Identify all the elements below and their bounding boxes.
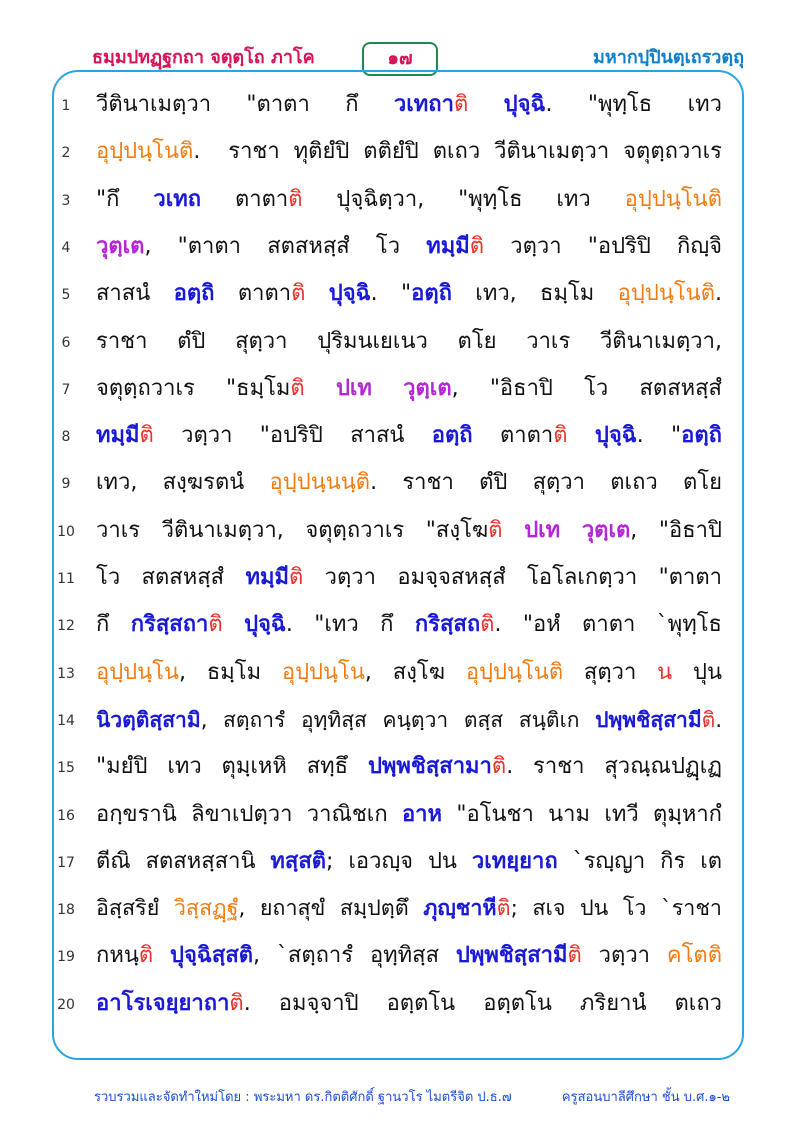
line-text [96, 325, 722, 359]
text-line [0, 841, 800, 889]
text-segment: `รญฺญา กิร เต [557, 848, 723, 874]
text-segment: อุปฺปนฺโนติ [624, 186, 722, 212]
text-segment: ปพฺพชิสฺสามี [595, 707, 702, 732]
line-number: 18 [57, 902, 75, 919]
text-segment: "กึ [96, 186, 154, 212]
text-line [0, 415, 800, 463]
line-number: 11 [57, 571, 75, 587]
text-segment: ทมฺมี [426, 233, 470, 259]
text-segment: กึ [96, 612, 131, 638]
text-segment: . "เทว กึ [285, 612, 415, 638]
text-segment: ติ [229, 990, 244, 1016]
text-segment: อตฺถิ [681, 423, 722, 449]
line-number: 2 [61, 145, 71, 162]
line-text [96, 419, 722, 453]
text-line [0, 699, 800, 747]
text-segment: อุปฺปนฺนนฺติ [269, 470, 371, 496]
text-segment: ติ [496, 896, 511, 922]
text-segment: ตาตา [214, 281, 292, 307]
text-segment: ตีณิ สตสหสฺสานิ [96, 848, 271, 874]
text-line [0, 983, 800, 1031]
text-segment: วุตฺเต [581, 517, 631, 543]
line-text [96, 230, 722, 264]
text-segment: . " [370, 281, 412, 307]
text-line [0, 368, 800, 416]
text-segment: ราชา ตํปิ สุตฺวา ปุริมนเยเนว ตโย วาเร วีตินาเมตฺวา, [96, 328, 722, 354]
text-segment: ติ [288, 186, 303, 212]
text-segment: อุปฺปนฺโน [281, 659, 365, 685]
line-number: 6 [61, 334, 71, 351]
text-segment: . [715, 281, 722, 307]
text-segment: วตฺวา "อปริปิ กิญฺจิ [484, 233, 722, 259]
text-segment [223, 612, 244, 637]
text-segment: อกฺขรานิ ลิขาเปตฺวา วาณิชเก [96, 801, 402, 827]
text-segment: ปุจฺฉิ [503, 92, 546, 117]
text-segment: , สงฺโฆ [364, 659, 466, 685]
text-segment: ติ [491, 754, 507, 780]
line-text [96, 798, 722, 832]
text-segment: ติ [288, 565, 304, 590]
text-segment: ปพฺพชิสฺสามี [455, 943, 568, 969]
line-text [96, 183, 722, 217]
text-segment [560, 518, 582, 543]
text-segment: . ราชา ตํปิ สุตฺวา ตเถว ตโย [370, 470, 723, 496]
line-number: 7 [61, 381, 71, 398]
text-segment: ติ [567, 943, 582, 969]
text-segment: โว สตสหสฺสํ [96, 565, 246, 590]
line-number: 5 [61, 287, 71, 304]
line-text [96, 561, 722, 595]
text-segment: ตาตา [201, 186, 289, 212]
line-text [96, 703, 722, 737]
line-text [96, 750, 722, 784]
text-segment: สาสนํ [96, 281, 174, 307]
text-segment: , "อิธาปิ โว สตสหสฺสํ [451, 375, 722, 401]
text-segment: วเทถา [393, 92, 454, 117]
text-segment: อตฺถิ [411, 281, 452, 307]
text-segment [468, 92, 503, 117]
line-number: 19 [57, 949, 75, 966]
text-segment [568, 423, 595, 448]
text-segment: ปุจฺฉิตฺวา, "พุทฺโธ เทว [302, 186, 625, 212]
text-segment: จตุตฺถวาเร "ธมฺโม [96, 375, 291, 401]
text-segment: ปุจฺฉิ [328, 281, 371, 307]
text-segment: ปเท [335, 375, 372, 401]
text-segment [305, 281, 328, 306]
text-segment: คโตติ [666, 943, 722, 969]
line-text [96, 656, 722, 690]
text-segment: , "อิธาปิ [630, 517, 722, 543]
text-segment: อาห [401, 801, 443, 827]
line-number: 9 [61, 476, 71, 493]
line-number: 17 [57, 854, 75, 871]
text-line [0, 321, 800, 369]
text-segment: อุปฺปนฺโน [96, 659, 180, 685]
text-segment: . "อหํ ตาตา `พุทฺโธ [494, 612, 722, 638]
text-line [0, 652, 800, 700]
text-segment: วตฺวา "อปริปิ สาสนํ [153, 423, 432, 449]
line-text [96, 277, 722, 311]
text-segment: ทมฺมี [96, 423, 140, 449]
text-line [0, 131, 800, 179]
page-number: ๑๗ [387, 48, 413, 69]
text-segment: ติ [139, 423, 154, 449]
text-segment: กริสฺสถา [130, 612, 209, 638]
text-segment: . [715, 707, 722, 732]
line-number: 15 [57, 760, 75, 777]
text-segment: ติ [138, 943, 154, 969]
text-segment: เทว, ธมฺโม [451, 281, 618, 307]
text-line [0, 510, 800, 558]
text-segment: เทว, สงฺฆรตนํ [96, 470, 270, 496]
text-segment: กหนฺ [96, 943, 139, 969]
text-segment: ปุจฺฉิสฺสติ [170, 943, 254, 969]
text-segment: ติ [208, 612, 223, 638]
text-segment: อตฺถิ [431, 423, 473, 449]
text-segment: ปเท [524, 517, 561, 543]
text-segment: นิวตฺติสฺสามิ [96, 707, 201, 732]
text-segment: "อโนชา นาม เทวี ตุมฺหากํ [442, 801, 723, 827]
line-text [96, 987, 722, 1021]
text-segment: ทสฺสติ [270, 848, 327, 874]
text-segment: วเทยฺยาถ [471, 848, 558, 874]
text-segment: ติ [488, 517, 503, 543]
text-segment: วุตฺเต [96, 233, 145, 259]
header-left-title: ธมฺมปทฏฺฐกถา จตุตฺโถ ภาโค [92, 47, 315, 68]
text-segment: ปุน [672, 659, 722, 685]
text-segment: . ราชา สุวณฺณปฏฺเฏ [506, 754, 722, 780]
text-segment: สุตฺวา [563, 659, 658, 685]
text-segment: ติ [469, 233, 485, 259]
text-segment: . อมจฺจาปิ อตฺตโน อตฺตโน ภริยานํ ตเถว [243, 990, 722, 1016]
line-number: 8 [61, 429, 71, 446]
footer-left: รวบรวมและจัดทำใหม่โดย : พระมหา ดร.กิตติศักดิ์ ฐานวโร ไมตรีจิต ป.ธ.๗ [94, 1090, 512, 1105]
text-segment: , ธมฺโม [179, 659, 282, 685]
text-line [0, 179, 800, 227]
text-segment: อุปฺปนฺโนติ [617, 281, 715, 307]
text-segment: กริสฺสถ [414, 612, 481, 638]
text-segment: ปุจฺฉิ [244, 612, 286, 638]
text-segment: ปุจฺฉิ [594, 423, 637, 449]
text-segment: น [657, 659, 673, 685]
text-segment: วตฺวา [581, 943, 667, 969]
line-text [96, 88, 722, 122]
line-number: 10 [57, 523, 75, 540]
line-text [96, 939, 722, 973]
text-segment [305, 376, 336, 401]
line-number: 14 [57, 712, 75, 729]
text-line [0, 888, 800, 936]
text-line [0, 794, 800, 842]
text-line [0, 462, 800, 510]
line-number: 13 [57, 665, 75, 682]
text-segment: อุปฺปนฺโนติ [96, 139, 194, 165]
text-line [0, 935, 800, 983]
line-text [96, 608, 722, 642]
line-text [96, 135, 722, 169]
text-segment: ติ [453, 92, 469, 117]
text-segment: ภุญฺชาหี [423, 896, 497, 922]
text-segment: อิสฺสริยํ [96, 896, 174, 922]
text-line [0, 557, 800, 605]
text-segment: ติ [290, 375, 305, 401]
header-right-title: มหากปฺปินตฺเถรวตฺถุ [593, 47, 744, 68]
text-segment [372, 376, 403, 401]
text-segment: วิสฺสฏฺฐํ [173, 896, 239, 922]
text-segment: ; เอวญฺจ ปน [326, 848, 472, 874]
line-text [96, 845, 722, 879]
text-segment: วีตินาเมตฺวา "ตาตา กึ [96, 92, 394, 117]
footer-right: ครูสอนบาลีศึกษา ชั้น บ.ศ.๑-๒ [561, 1090, 730, 1105]
text-line [0, 746, 800, 794]
text-segment: . ราชา ทุติยํปิ ตติยํปิ ตเถว วีตินาเมตฺวา จตุตฺถวาเร [193, 139, 722, 165]
text-segment: วเทถ [153, 186, 202, 212]
line-text [96, 514, 722, 548]
line-number: 12 [57, 618, 75, 635]
text-segment: , สตฺถารํ อุทฺทิสฺส คนฺตฺวา ตสฺส สนฺติเก [200, 707, 596, 732]
text-line [0, 84, 800, 132]
line-text [96, 466, 722, 500]
text-segment: วตฺวา อมจฺจสหสฺสํ โอโลเกตฺวา "ตาตา [303, 565, 722, 590]
text-segment: ; สเจ ปน โว `ราชา [510, 896, 722, 922]
text-segment: . " [636, 423, 682, 449]
text-segment: อุปฺปนฺโนติ [465, 659, 564, 685]
text-segment: ติ [291, 281, 306, 307]
text-segment: "มยํปิ เทว ตุมฺเหหิ สทฺธึ [96, 754, 368, 780]
text-segment: ทมฺมี [245, 565, 289, 590]
text-line [0, 604, 800, 652]
text-segment: , `สตฺถารํ อุทฺทิสฺส [253, 943, 456, 969]
text-segment: อตฺถิ [173, 281, 215, 307]
text-segment: ติ [553, 423, 568, 449]
text-line [0, 226, 800, 274]
text-segment: วุตฺเต [403, 375, 452, 401]
text-segment: วาเร วีตินาเมตฺวา, จตุตฺถวาเร "สงฺโฆ [96, 517, 489, 543]
text-segment: อาโรเจยฺยาถา [96, 990, 230, 1016]
text-segment: ปพฺพชิสฺสามา [367, 754, 492, 780]
text-segment: ติ [701, 707, 716, 732]
line-number: 4 [61, 239, 71, 256]
text-segment [153, 943, 170, 968]
text-segment: . "พุทฺโธ เทว [545, 92, 722, 117]
text-segment [503, 518, 525, 543]
text-segment: ติ [480, 612, 495, 638]
text-line [0, 273, 800, 321]
line-text [96, 892, 722, 926]
line-number: 20 [57, 996, 75, 1013]
line-text [96, 372, 722, 406]
line-number: 16 [57, 807, 75, 824]
text-segment: , ยถาสุขํ สมฺปตฺตึ [238, 896, 424, 922]
text-segment: , "ตาตา สตสหสฺสํ โว [144, 233, 427, 259]
line-number: 3 [61, 192, 71, 209]
line-number: 1 [61, 98, 71, 114]
text-segment: ตาตา [472, 423, 554, 449]
